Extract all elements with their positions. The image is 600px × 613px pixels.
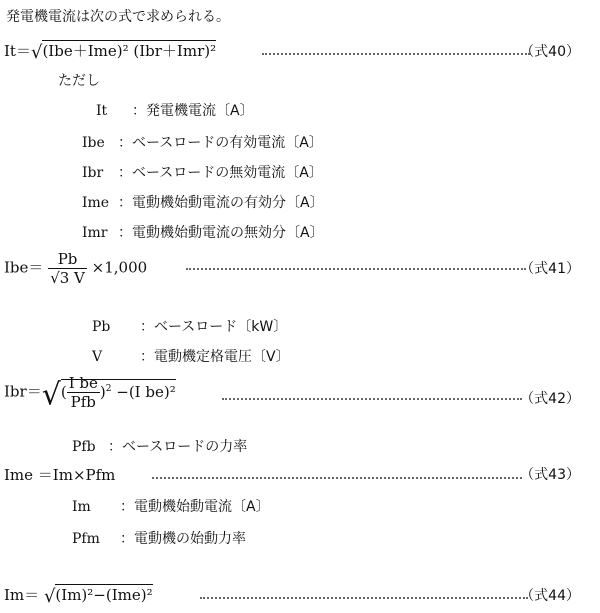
eq41-lhs: Ibe＝: [4, 258, 44, 277]
intro-text: 発電機電流は次の式で求められる。: [6, 9, 230, 25]
eq42-radicand: ( $\frac{\text{I be}}{\text{Pfb}}$ )$^2$ −(I be)²: [60, 374, 176, 411]
eq40-number: （式40）: [520, 44, 580, 60]
def-symbol: Imr: [82, 225, 108, 241]
eq42-fraction: [67, 374, 100, 411]
eq43-lhs: Ime ＝: [4, 466, 53, 484]
def-symbol: Ibr: [82, 165, 104, 181]
eq42-number: （式42）: [520, 391, 580, 407]
def-description: 電動機の始動力率: [134, 531, 246, 547]
definition-ibe: Ibe ：ベースロードの有効電流〔A〕: [82, 135, 323, 151]
eq41-fraction: [48, 250, 87, 287]
def-symbol: Pfb: [72, 439, 96, 455]
def-symbol: Pfm: [72, 531, 100, 547]
tadashi-label: ただし: [58, 73, 100, 89]
equation-40: [4, 40, 216, 63]
eq42-leader-dots: [222, 398, 522, 400]
def-description: ベースロードの無効電流〔A〕: [132, 165, 323, 181]
def-description: 電動機始動電流の有効分〔A〕: [132, 195, 324, 211]
eq41-leader-dots: [186, 268, 526, 270]
definition-im: Im ：電動機始動電流〔A〕: [72, 499, 270, 515]
def-description: 電動機始動電流〔A〕: [134, 499, 270, 515]
eq43-rhs: Im×Pfm: [52, 466, 116, 484]
def-description: ベースロードの力率: [122, 439, 248, 455]
definition-it: It ：発電機電流〔A〕: [96, 103, 254, 119]
eq43-leader-dots: [152, 477, 522, 479]
def-description: ベースロード〔kW〕: [154, 319, 288, 335]
equation-42: [4, 374, 176, 413]
definition-pfb: Pfb ：ベースロードの力率: [72, 439, 248, 455]
eq44-leader-dots: [200, 597, 528, 599]
eq44-lhs: Im＝: [4, 586, 40, 604]
eq40-lhs: It＝: [4, 42, 31, 60]
eq41-numerator: Pb: [48, 250, 87, 269]
eq42-numerator: I be: [68, 374, 98, 392]
eq40-leader-dots: [262, 53, 530, 55]
eq42-tail: −(I be)²: [116, 382, 176, 401]
def-symbol: V: [92, 349, 103, 365]
def-description: ベースロードの有効電流〔A〕: [132, 135, 323, 151]
definition-imr: Imr ：電動機始動電流の無効分〔A〕: [82, 225, 324, 241]
eq43-number: （式43）: [520, 467, 580, 483]
def-symbol: Pb: [92, 319, 111, 335]
def-description: 電動機始動電流の無効分〔A〕: [132, 225, 324, 241]
eq44-radical: √: [43, 586, 56, 607]
eq40-radicand: (Ibe＋Ime)² (Ibr＋Imr)²: [42, 42, 217, 60]
def-description: 電動機定格電圧〔V〕: [154, 349, 290, 365]
definition-ime: Ime ：電動機始動電流の有効分〔A〕: [82, 195, 324, 211]
eq44-radicand: (Im)²−(Ime)²: [55, 586, 153, 604]
equation-41: [4, 250, 147, 287]
equation-43: [4, 464, 115, 485]
def-symbol: It: [96, 103, 108, 119]
def-symbol: Im: [72, 499, 91, 515]
eq42-denominator: Pfb: [70, 393, 96, 411]
eq44-number: （式44）: [520, 588, 580, 604]
eq42-lhs: Ibr＝: [4, 382, 42, 401]
eq41-number: （式41）: [520, 261, 580, 277]
definition-pfm: Pfm ：電動機の始動力率: [72, 531, 246, 547]
def-symbol: Ime: [82, 195, 110, 211]
equation-44: [4, 584, 153, 607]
definition-v: V ：電動機定格電圧〔V〕: [92, 349, 290, 365]
eq40-radical: √: [30, 42, 43, 63]
eq41-tail: ×1,000: [91, 258, 148, 277]
definition-pb: Pb ：ベースロード〔kW〕: [92, 319, 288, 335]
eq42-radical: √: [41, 377, 61, 413]
def-description: 発電機電流〔A〕: [146, 103, 254, 119]
eq41-denominator: √3 V: [50, 269, 85, 287]
definition-ibr: Ibr ：ベースロードの無効電流〔A〕: [82, 165, 323, 181]
def-symbol: Ibe: [82, 135, 105, 151]
